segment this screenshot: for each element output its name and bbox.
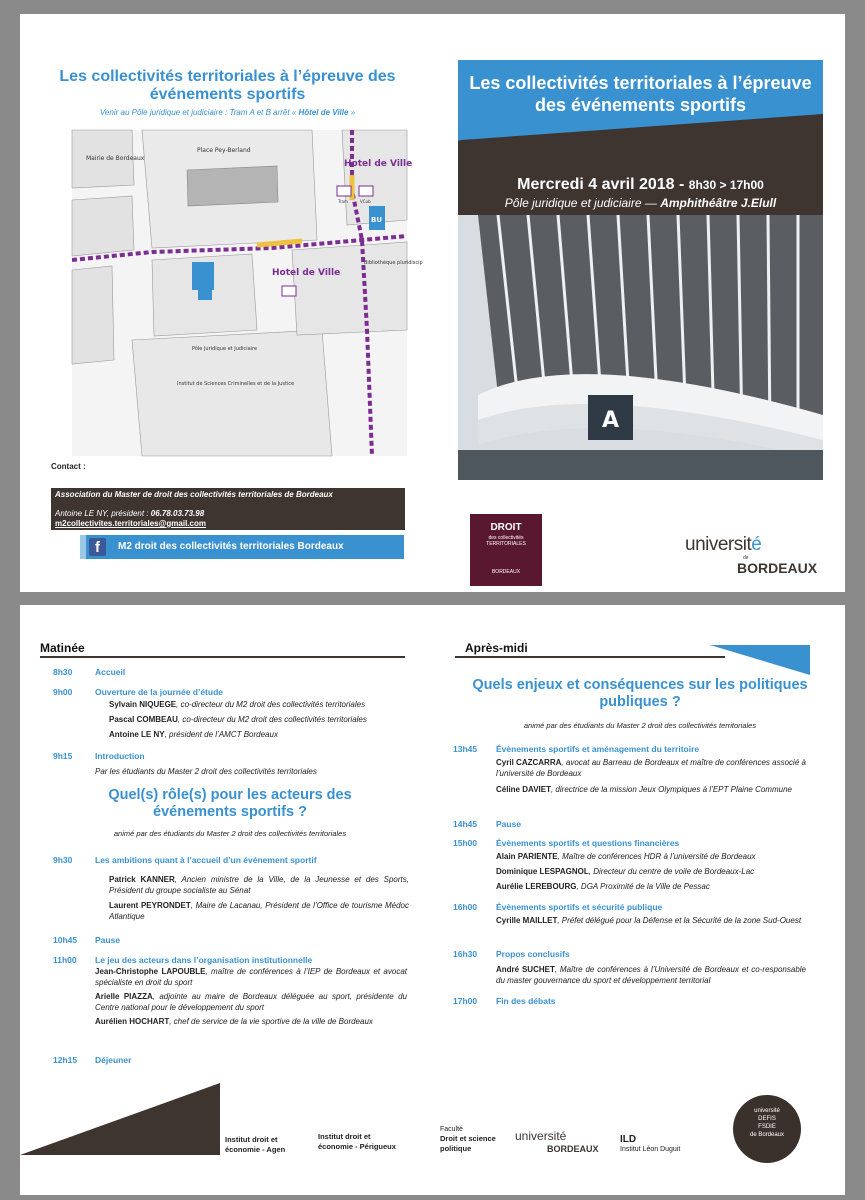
afternoon-header: Après-midi bbox=[465, 641, 528, 655]
map-label-place: Place Pey-Berland bbox=[197, 147, 251, 154]
speaker: Sylvain NIQUEGE, co-directeur du M2 droit des collectivités territoriales bbox=[109, 700, 366, 709]
session-a4: Propos conclusifs bbox=[496, 949, 570, 959]
speaker: Céline DAVIET, directrice de la mission Jeux Olympiques à l’EPT Plaine Commune bbox=[496, 785, 792, 794]
map-label-bu: BU bbox=[371, 216, 383, 224]
time-a2: 15h00 bbox=[453, 838, 478, 848]
facebook-icon: f bbox=[89, 538, 106, 556]
speaker: Laurent PEYRONDET, Maire de Lacanau, Président de l’Office de tourisme Médoc Atlantique bbox=[109, 901, 409, 921]
morning-header: Matinée bbox=[40, 641, 85, 655]
map-label-hotel-2: Hotel de Ville bbox=[272, 268, 341, 278]
speaker: Aurélie LEREBOURG, DGA Proximité de la Ville de Pessac bbox=[496, 882, 710, 891]
speaker: Aurélien HOCHART, chef de service de la vie sportive de la ville de Bordeaux bbox=[95, 1017, 373, 1026]
session-intro: Introduction bbox=[95, 751, 145, 761]
session-lunch: Déjeuner bbox=[95, 1055, 132, 1065]
map-label-bibli: Bibliothèque pluridiscip bbox=[364, 260, 423, 266]
session-pause-am: Pause bbox=[95, 935, 121, 945]
time-intro: 9h15 bbox=[53, 751, 73, 761]
session-a3: Évènements sportifs et sécurité publique bbox=[496, 902, 663, 912]
time-t1: 9h30 bbox=[53, 855, 73, 865]
map-label-hotel-1: Hotel de Ville bbox=[344, 159, 413, 169]
facebook-banner[interactable] bbox=[86, 535, 404, 559]
time-a1: 13h45 bbox=[453, 744, 478, 754]
contact-person: Antoine LE NY, président : 06.78.03.73.98 bbox=[55, 509, 205, 518]
time-lunch: 12h15 bbox=[53, 1055, 78, 1065]
time-a4: 16h30 bbox=[453, 949, 478, 959]
session-accueil: Accueil bbox=[95, 667, 126, 677]
afternoon-divider bbox=[455, 656, 725, 658]
session-ouverture: Ouverture de la journée d’étude bbox=[95, 687, 224, 697]
logo-fsdie-stamp: université DEFIS FSDIE de Bordeaux bbox=[733, 1095, 801, 1163]
access-map bbox=[72, 130, 423, 456]
map-label-pole: Pôle Juridique et Judiciaire bbox=[192, 346, 258, 352]
speaker: Jean-Christophe LAPOUBLE, maître de conférences à l’IEP de Bordeaux et avocat spécialiste en droit du sport bbox=[95, 967, 408, 987]
speaker: Pascal COMBEAU, co-directeur du M2 droit des collectivités territoriales bbox=[109, 715, 367, 724]
flyer-front-page bbox=[20, 14, 845, 592]
time-a3: 16h00 bbox=[453, 902, 478, 912]
session-a2: Évènements sportifs et questions financières bbox=[496, 838, 680, 848]
flyer-title-left: Les collectivités territoriales à l’épreuve des événements sportifs bbox=[59, 68, 396, 103]
contact-label: Contact : bbox=[51, 462, 86, 471]
logo-institut-agen: Institut droit et économie - Agen bbox=[225, 1135, 286, 1154]
speaker: Antoine LE NY, président de l’AMCT Bordeaux bbox=[109, 730, 278, 739]
logo-faculte-droit: Faculté Droit et science politique bbox=[440, 1126, 496, 1153]
session-pause-pm: Pause bbox=[496, 819, 522, 829]
facebook-label: M2 droit des collectivités territoriales Bordeaux bbox=[118, 541, 344, 552]
contact-email[interactable]: m2collectivites.territoriales@gmail.com bbox=[55, 519, 206, 528]
map-label-mairie: Mairie de Bordeaux bbox=[86, 155, 145, 162]
morning-animated-by: animé par des étudiants du Master 2 droit des collectivités territoriales bbox=[113, 829, 347, 838]
afternoon-animated-by: animé par des étudiants du Master 2 droit des collectivités territoriales bbox=[523, 721, 757, 730]
speaker: Cyrille MAILLET, Préfet délégué pour la Défense et la Sécurité de la zone Sud-Ouest bbox=[496, 916, 802, 925]
event-place: Pôle juridique et judiciaire — Amphithéâtre J.Elull bbox=[504, 196, 777, 210]
session-a1: Évènements sportifs et aménagement du territoire bbox=[496, 744, 700, 754]
speaker: Arielle PIAZZA, adjointe au maire de Bordeaux déléguée au sport, présidente du Centre national pour le développement du sport bbox=[95, 992, 407, 1012]
program-page bbox=[20, 605, 845, 1195]
droit-collectivites-logo: DROIT des collectivités TERRITORIALES BORDEAUX bbox=[470, 514, 542, 586]
speaker: Cyril CAZCARRA, avocat au Barreau de Bordeaux et maître de conférences associé à l’université de Bordeaux bbox=[496, 758, 806, 778]
time-accueil: 8h30 bbox=[53, 667, 73, 677]
time-pause-am: 10h45 bbox=[53, 935, 78, 945]
universite-bordeaux-logo: université de BORDEAUX bbox=[685, 534, 818, 576]
intro-by: Par les étudiants du Master 2 droit des collectivités territoriales bbox=[95, 767, 317, 776]
association-name: Association du Master de droit des collectivités territoriales de Bordeaux bbox=[55, 490, 333, 499]
afternoon-question: Quels enjeux et conséquences sur les politiques publiques ? bbox=[472, 677, 808, 710]
logo-institut-perigueux: Institut droit et économie - Périgueux bbox=[318, 1132, 396, 1151]
map-label-institut: Institut de Sciences Criminelles et de la Justice bbox=[177, 381, 295, 387]
stadium-photo bbox=[458, 215, 823, 480]
time-ouverture: 9h00 bbox=[53, 687, 73, 697]
stadium-letter: A bbox=[602, 408, 620, 433]
speaker: André SUCHET, Maître de conférences à l’Université de Bordeaux et co-responsable du master gouvernance du sport et développement territorial bbox=[496, 965, 806, 985]
access-info: Venir au Pôle juridique et judiciaire : Tram A et B arrêt « Hôtel de Ville » bbox=[99, 108, 356, 117]
afternoon-accent bbox=[710, 645, 810, 675]
time-t2: 11h00 bbox=[53, 955, 77, 965]
speaker: Dominique LESPAGNOL, Directeur du centre de voile de Bordeaux-Lac bbox=[496, 867, 755, 876]
session-t2: Le jeu des acteurs dans l’organisation institutionnelle bbox=[95, 955, 313, 965]
logo-ild: ILD Institut Léon Duguit bbox=[620, 1134, 681, 1153]
event-date: Mercredi 4 avril 2018 - 8h30 > 17h00 bbox=[517, 176, 764, 193]
logo-universite-bordeaux-footer: université BORDEAUX bbox=[515, 1129, 599, 1154]
session-end: Fin des débats bbox=[496, 996, 556, 1006]
speaker: Alain PARIENTE, Maître de conférences HDR à l’université de Bordeaux bbox=[496, 852, 756, 861]
contact-box bbox=[51, 462, 405, 530]
map-label-tram: Tram bbox=[338, 199, 348, 204]
flyer-title-right: Les collectivités territoriales à l’épreuve des événements sportifs bbox=[458, 60, 823, 140]
session-t1: Les ambitions quant à l’accueil d’un événement sportif bbox=[95, 855, 317, 865]
map-label-vcub: VCub bbox=[360, 199, 371, 204]
morning-divider bbox=[40, 656, 405, 658]
time-end: 17h00 bbox=[453, 996, 478, 1006]
time-pause-pm: 14h45 bbox=[453, 819, 478, 829]
footer-accent bbox=[20, 1083, 220, 1155]
speaker: Patrick KANNER, Ancien ministre de la Ville, de la Jeunesse et des Sports, Président du groupe socialiste au Sénat bbox=[109, 875, 409, 895]
morning-question: Quel(s) rôle(s) pour les acteurs des événements sportifs ? bbox=[108, 787, 352, 820]
